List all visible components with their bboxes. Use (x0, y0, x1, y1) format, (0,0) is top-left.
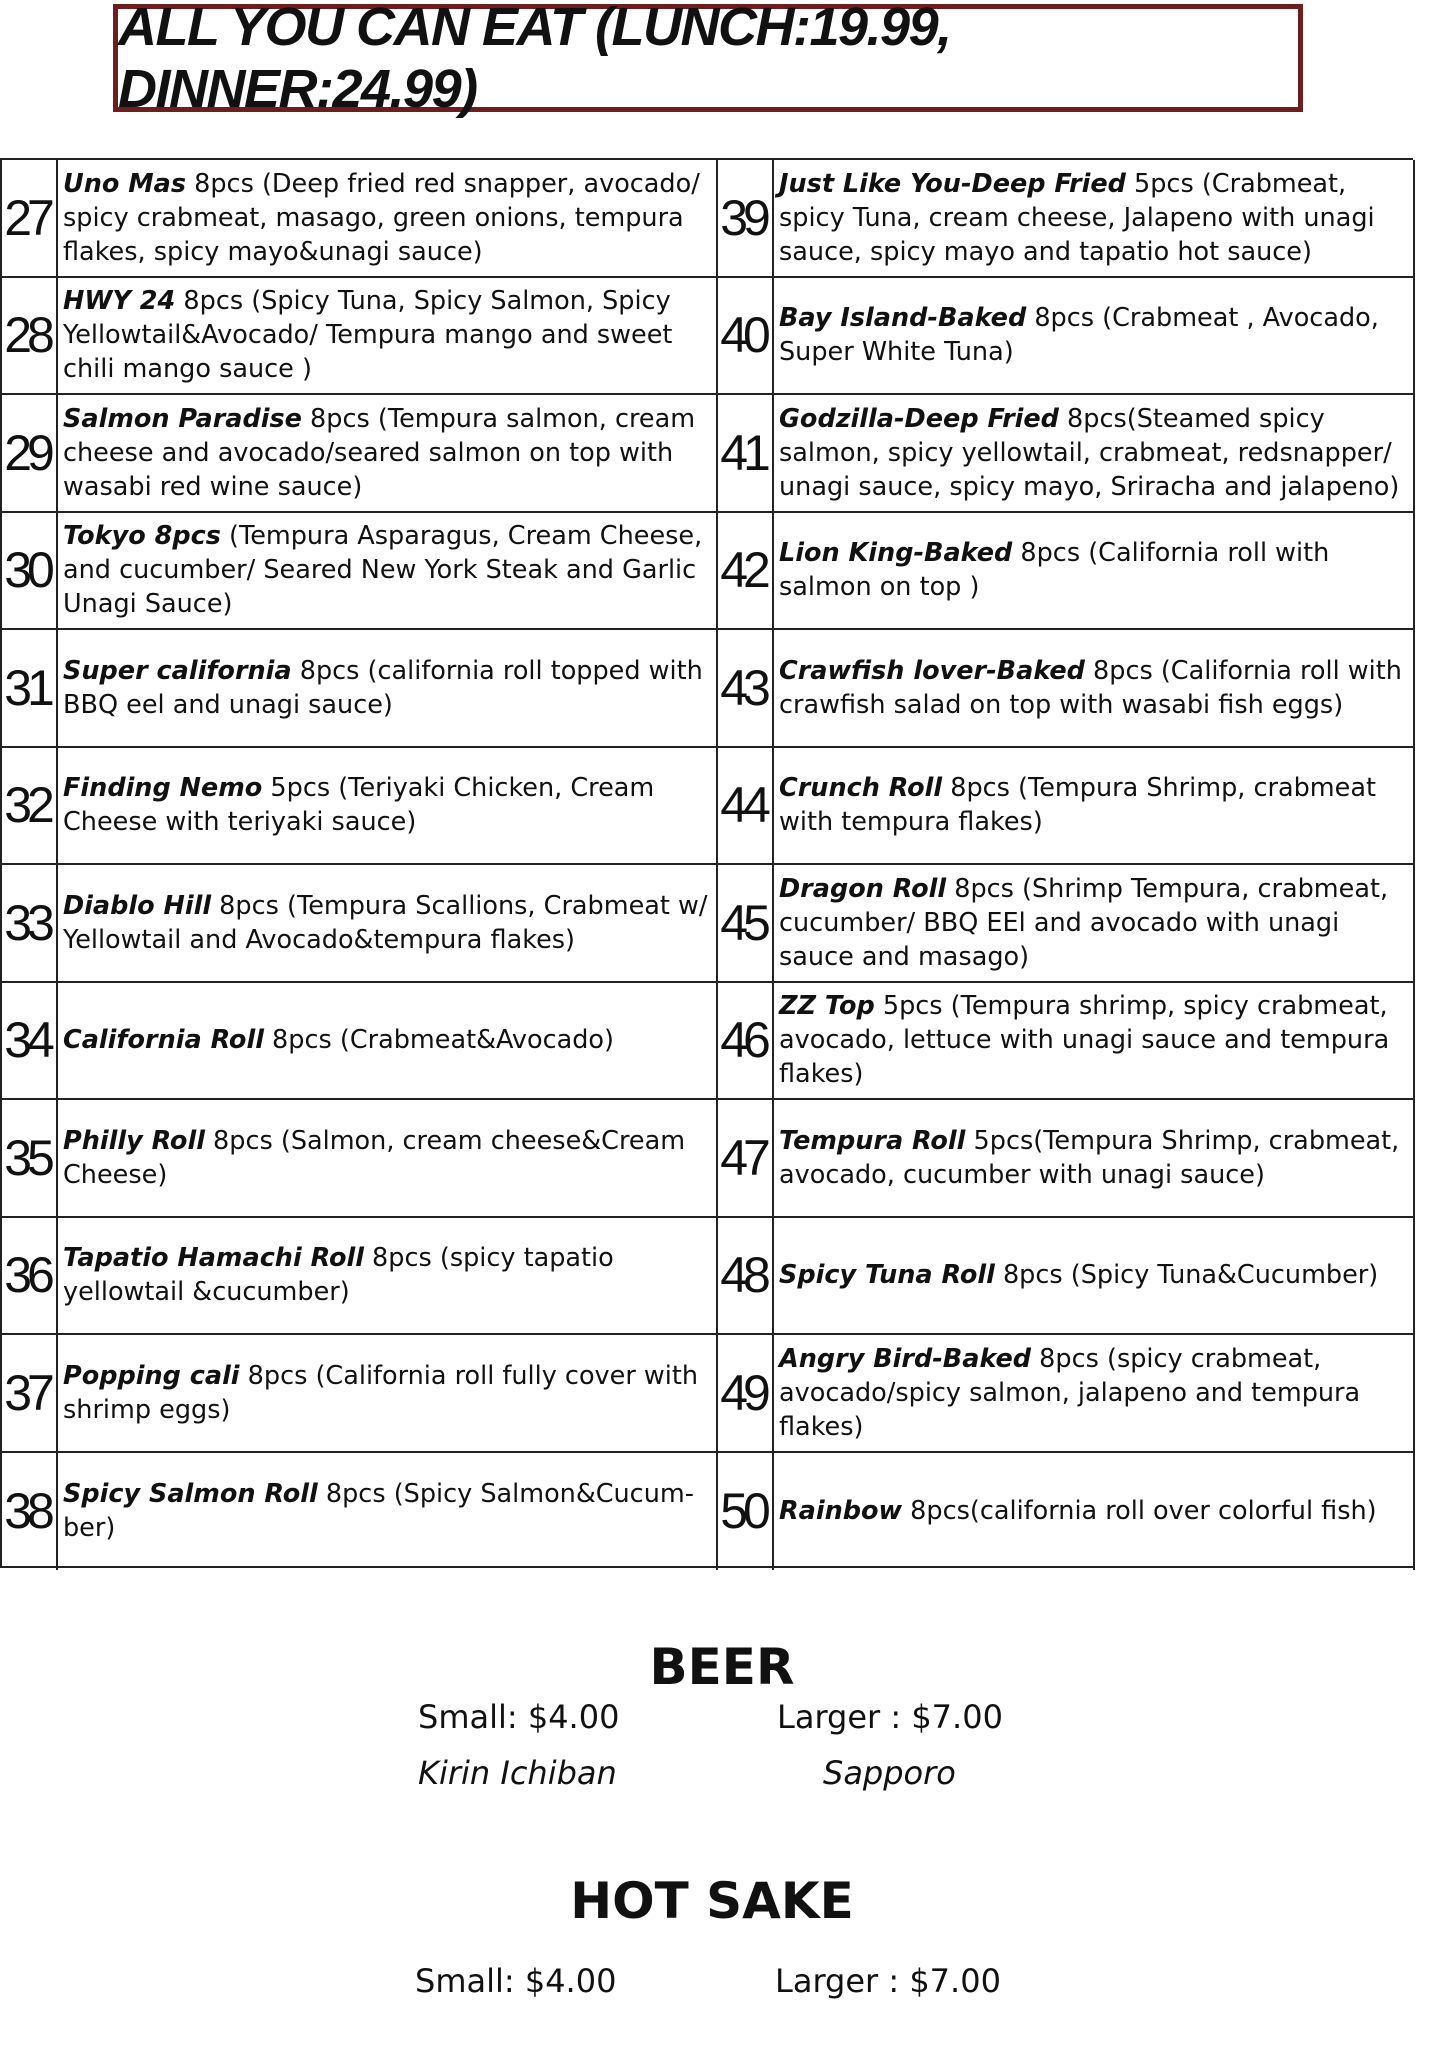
item-name: Godzilla-Deep Fried (779, 403, 1059, 434)
item-name: Crunch Roll (779, 773, 943, 804)
item-number: 38 (2, 1453, 58, 1571)
item-number: 47 (718, 1100, 774, 1218)
item-name: Popping cali (63, 1360, 240, 1391)
item-description (63, 771, 713, 839)
item-name: Crawfish lover-Baked (779, 655, 1085, 686)
item-name: Spicy Salmon Roll (63, 1479, 318, 1510)
item-details: 8pcs(Steamed spicy salmon, spicy yellowtail, crabmeat, redsnapper/ unagi sauce, spicy mayo, Sriracha and jalapeno) (779, 403, 1400, 502)
menu-item (58, 1335, 718, 1453)
beer-heading: BEER (649, 1638, 795, 1696)
item-description (779, 1124, 1410, 1192)
item-details: 8pcs (Tempura Scallions, Crabmeat w/ Yellowtail and Avocado&tempura flakes) (63, 890, 708, 955)
item-number: 42 (718, 513, 774, 631)
item-description (63, 402, 713, 504)
item-description (63, 654, 713, 722)
item-details: 5pcs(Tempura Shrimp, crabmeat, avocado, cucumber with unagi sauce) (779, 1125, 1400, 1190)
menu-item (58, 865, 718, 983)
item-name: Tokyo 8pcs (63, 521, 221, 552)
item-number: 46 (718, 983, 774, 1101)
menu-item (58, 278, 718, 396)
menu-item (774, 748, 1415, 866)
item-number: 30 (2, 513, 58, 631)
item-name: Rainbow (779, 1496, 903, 1527)
menu-item (58, 395, 718, 513)
menu-item (774, 1218, 1415, 1336)
item-description (63, 167, 713, 269)
item-details: 8pcs (Tempura Shrimp, crabmeat with tempura flakes) (779, 773, 1376, 838)
item-name: Philly Roll (63, 1125, 205, 1156)
item-number: 48 (718, 1218, 774, 1336)
item-details: 8pcs (spicy tapatio yellowtail &cucumber) (63, 1243, 614, 1308)
item-number: 41 (718, 395, 774, 513)
menu-item (58, 1453, 718, 1571)
item-details: 8pcs (Crabmeat&Avocado) (263, 1025, 614, 1056)
item-description (779, 402, 1410, 504)
hot-sake-heading: HOT SAKE (570, 1872, 854, 1930)
item-description (63, 889, 713, 957)
item-number: 31 (2, 630, 58, 748)
item-details: 8pcs (California roll with salmon on top ) (779, 538, 1330, 603)
menu-item (774, 1100, 1415, 1218)
item-description (779, 771, 1410, 839)
item-name: Salmon Paradise (63, 403, 302, 434)
menu-item (58, 983, 718, 1101)
item-details: 8pcs (Deep fried red snapper, avocado/ spicy crabmeat, masago, green onions, tempura flakes, spicy mayo&unagi sauce) (63, 168, 700, 267)
item-number: 33 (2, 865, 58, 983)
item-name: Tapatio Hamachi Roll (63, 1243, 364, 1274)
item-details: 8pcs (Spicy Tuna, Spicy Salmon, Spicy Yellowtail&Avocado/ Tempura mango and sweet chili mango sauce ) (63, 286, 673, 385)
item-description (779, 1342, 1410, 1444)
menu-item (774, 983, 1415, 1101)
item-description (63, 1023, 614, 1057)
item-details: 8pcs (California roll fully cover with shrimp eggs) (63, 1360, 699, 1425)
item-description (779, 872, 1410, 974)
beer-large-price: Larger : $7.00 (777, 1698, 1003, 1736)
item-details: (Tempura Asparagus, Cream Cheese, and cucumber/ Seared New York Steak and Garlic Unagi Sauce) (63, 521, 703, 620)
sake-small-price: Small: $4.00 (415, 1962, 617, 2000)
item-name: Just Like You-Deep Fried (779, 168, 1126, 199)
item-details: 8pcs (Salmon, cream cheese&Cream Cheese) (63, 1125, 686, 1190)
sake-large-price: Larger : $7.00 (775, 1962, 1001, 2000)
menu-item (58, 1100, 718, 1218)
menu-item (774, 395, 1415, 513)
item-description (63, 1477, 713, 1545)
item-description (63, 1124, 713, 1192)
item-name: Angry Bird-Baked (779, 1343, 1032, 1374)
item-number: 34 (2, 983, 58, 1101)
item-description (779, 654, 1410, 722)
item-description (63, 1241, 713, 1309)
beer-small-brand: Kirin Ichiban (418, 1754, 617, 1792)
item-number: 37 (2, 1335, 58, 1453)
page-title: ALL YOU CAN EAT (LUNCH:19.99, DINNER:24.99) (118, 0, 951, 119)
menu-item (774, 1453, 1415, 1571)
item-description (63, 1359, 713, 1427)
item-description (779, 1258, 1378, 1292)
item-description (779, 989, 1410, 1091)
menu-item (774, 1335, 1415, 1453)
menu-item (774, 160, 1415, 278)
menu-item (58, 630, 718, 748)
item-description (779, 301, 1410, 369)
item-name: Spicy Tuna Roll (779, 1260, 995, 1291)
item-name: Dragon Roll (779, 873, 947, 904)
menu-item (58, 160, 718, 278)
item-number: 35 (2, 1100, 58, 1218)
item-description (779, 536, 1410, 604)
item-name: ZZ Top (779, 991, 875, 1022)
beer-small-price: Small: $4.00 (418, 1698, 620, 1736)
beer-large-brand: Sapporo (823, 1754, 956, 1792)
menu-item (774, 278, 1415, 396)
item-description (779, 167, 1410, 269)
menu-item (774, 630, 1415, 748)
item-details: 8pcs (Spicy Tuna&Cucumber) (994, 1260, 1379, 1291)
menu-item (774, 865, 1415, 983)
item-details: 8pcs (California roll with crawfish salad on top with wasabi fish eggs) (779, 655, 1402, 720)
item-name: Tempura Roll (779, 1125, 966, 1156)
item-details: 8pcs(california roll over colorful fish) (902, 1496, 1377, 1527)
item-number: 45 (718, 865, 774, 983)
item-name: California Roll (63, 1025, 264, 1056)
menu-item (58, 1218, 718, 1336)
item-details: 5pcs (Crabmeat, spicy Tuna, cream cheese, Jalapeno with unagi sauce, spicy mayo and tapatio hot sauce) (779, 168, 1375, 267)
item-name: Lion King-Baked (779, 538, 1013, 569)
item-number: 44 (718, 748, 774, 866)
item-name: Super california (63, 655, 292, 686)
item-number: 43 (718, 630, 774, 748)
menu-table (0, 158, 1413, 1568)
item-number: 40 (718, 278, 774, 396)
item-number: 50 (718, 1453, 774, 1571)
item-description (63, 519, 713, 621)
menu-item (58, 513, 718, 631)
title-banner (113, 0, 1303, 119)
item-details: 5pcs (Tempura shrimp, spicy crabmeat, avocado, lettuce with unagi sauce and tempura flakes) (779, 991, 1390, 1090)
item-number: 39 (718, 160, 774, 278)
menu-item (774, 513, 1415, 631)
item-details: 8pcs (spicy crabmeat, avocado/spicy salmon, jalapeno and tempura flakes) (779, 1343, 1361, 1442)
item-name: Uno Mas (63, 168, 187, 199)
item-number: 27 (2, 160, 58, 278)
item-details: 8pcs (california roll topped with BBQ eel and unagi sauce) (63, 655, 703, 720)
item-number: 28 (2, 278, 58, 396)
item-description (779, 1494, 1377, 1528)
item-name: Bay Island-Baked (779, 303, 1027, 334)
menu-item (58, 748, 718, 866)
item-number: 32 (2, 748, 58, 866)
item-details: 8pcs (Spicy Salmon&Cucum-ber) (63, 1479, 694, 1544)
item-details: 5pcs (Teriyaki Chicken, Cream Cheese with teriyaki sauce) (63, 773, 655, 838)
item-number: 29 (2, 395, 58, 513)
item-name: HWY 24 (63, 286, 176, 317)
item-details: 8pcs (Tempura salmon, cream cheese and avocado/seared salmon on top with wasabi red wine sauce) (63, 403, 696, 502)
item-description (63, 284, 713, 386)
item-name: Diablo Hill (63, 890, 212, 921)
item-details: 8pcs (Shrimp Tempura, crabmeat, cucumber/ BBQ EEl and avocado with unagi sauce and masago) (779, 873, 1389, 972)
item-number: 36 (2, 1218, 58, 1336)
item-number: 49 (718, 1335, 774, 1453)
item-details: 8pcs (Crabmeat , Avocado, Super White Tuna) (779, 303, 1379, 368)
item-name: Finding Nemo (63, 773, 263, 804)
